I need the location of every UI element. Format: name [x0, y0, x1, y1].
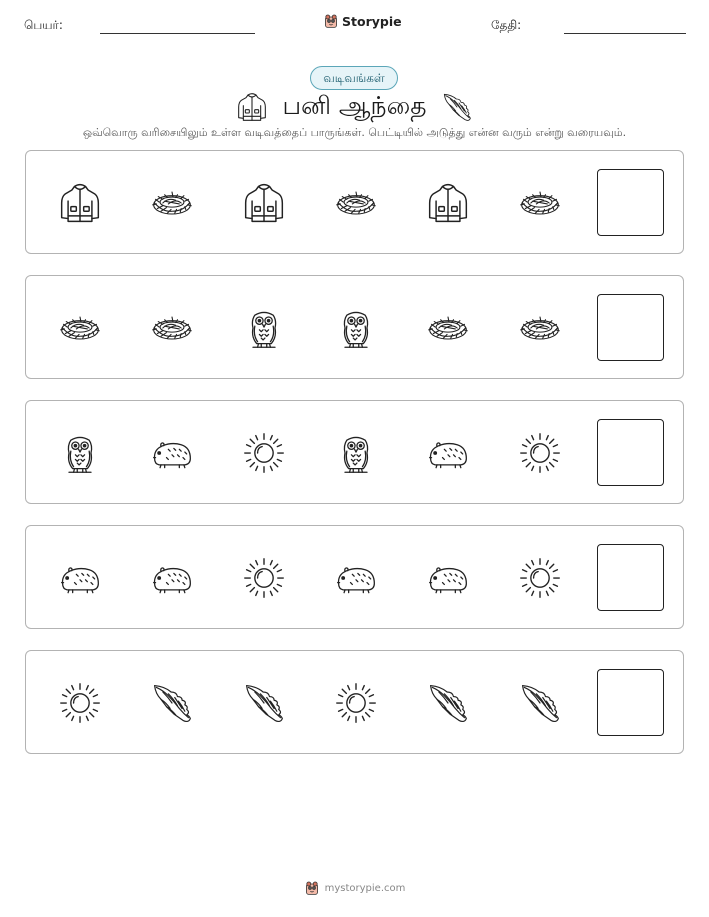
hamster-icon	[150, 431, 194, 475]
pattern-cell	[150, 431, 194, 475]
pattern-cell	[150, 181, 194, 225]
pattern-cell	[242, 681, 286, 725]
answer-box[interactable]	[597, 294, 664, 361]
pattern-cell	[58, 681, 102, 725]
jacket-icon	[236, 91, 268, 123]
hamster-icon	[150, 556, 194, 600]
jacket-icon	[426, 181, 470, 225]
answer-box[interactable]	[597, 544, 664, 611]
footer-url[interactable]: mystorypie.com	[324, 882, 406, 894]
pattern-cell	[518, 431, 562, 475]
sun-icon	[518, 431, 562, 475]
pattern-cell	[150, 556, 194, 600]
sun-icon	[518, 556, 562, 600]
pattern-row-5	[25, 650, 684, 754]
pattern-cell	[518, 306, 562, 350]
sun-icon	[334, 681, 378, 725]
pattern-cell	[518, 681, 562, 725]
nest-icon	[426, 306, 470, 350]
storypie-icon	[304, 880, 320, 896]
pattern-cell	[58, 556, 102, 600]
pattern-cell	[58, 431, 102, 475]
brand-name: Storypie	[342, 13, 402, 29]
wing-icon	[518, 681, 562, 725]
pattern-cell	[334, 681, 378, 725]
owl-icon	[242, 306, 286, 350]
pattern-row-3	[25, 400, 684, 504]
nest-icon	[150, 181, 194, 225]
owl-icon	[334, 306, 378, 350]
date-line[interactable]	[564, 33, 686, 34]
wing-icon	[150, 681, 194, 725]
instructions: ஒவ்வொரு வரிசையிலும் உள்ள வடிவத்தைப் பாருங்கள். பெட்டியில் அடுத்து என்ன வரும் என்று வரையவும்.	[82, 126, 627, 139]
pattern-cell	[58, 306, 102, 350]
pattern-cell	[334, 306, 378, 350]
storypie-logo	[323, 13, 402, 29]
pattern-cell	[242, 306, 286, 350]
nest-icon	[518, 306, 562, 350]
pattern-cell	[426, 181, 470, 225]
owl-icon	[334, 431, 378, 475]
pattern-cell	[242, 431, 286, 475]
pattern-cell	[518, 181, 562, 225]
pattern-cell	[150, 681, 194, 725]
pattern-cell	[150, 306, 194, 350]
page-title: பனி ஆந்தை	[282, 90, 427, 120]
date-label: தேதி:	[491, 18, 522, 32]
pattern-cell	[58, 181, 102, 225]
hamster-icon	[426, 431, 470, 475]
pattern-cell	[518, 556, 562, 600]
pattern-cell	[334, 556, 378, 600]
answer-box[interactable]	[597, 669, 664, 736]
hamster-icon	[426, 556, 470, 600]
sun-icon	[58, 681, 102, 725]
pattern-row-4	[25, 525, 684, 629]
answer-box[interactable]	[597, 419, 664, 486]
owl-icon	[58, 431, 102, 475]
hamster-icon	[334, 556, 378, 600]
pattern-cell	[334, 181, 378, 225]
pattern-row-1	[25, 150, 684, 254]
wing-icon	[426, 681, 470, 725]
nest-icon	[334, 181, 378, 225]
pattern-row-2	[25, 275, 684, 379]
wing-icon	[441, 91, 473, 123]
pattern-cell	[426, 431, 470, 475]
name-line[interactable]	[100, 33, 255, 34]
jacket-icon	[58, 181, 102, 225]
pattern-cell	[242, 181, 286, 225]
nest-icon	[150, 306, 194, 350]
pattern-cell	[242, 556, 286, 600]
storypie-icon	[323, 13, 339, 29]
footer	[0, 880, 709, 896]
name-label: பெயர்:	[24, 18, 63, 32]
pattern-cell	[334, 431, 378, 475]
pattern-cell	[426, 681, 470, 725]
nest-icon	[58, 306, 102, 350]
category-badge: வடிவங்கள்	[310, 66, 398, 90]
sun-icon	[242, 431, 286, 475]
wing-icon	[242, 681, 286, 725]
nest-icon	[518, 181, 562, 225]
jacket-icon	[242, 181, 286, 225]
hamster-icon	[58, 556, 102, 600]
answer-box[interactable]	[597, 169, 664, 236]
pattern-cell	[426, 306, 470, 350]
title-row	[0, 88, 709, 126]
pattern-cell	[426, 556, 470, 600]
sun-icon	[242, 556, 286, 600]
